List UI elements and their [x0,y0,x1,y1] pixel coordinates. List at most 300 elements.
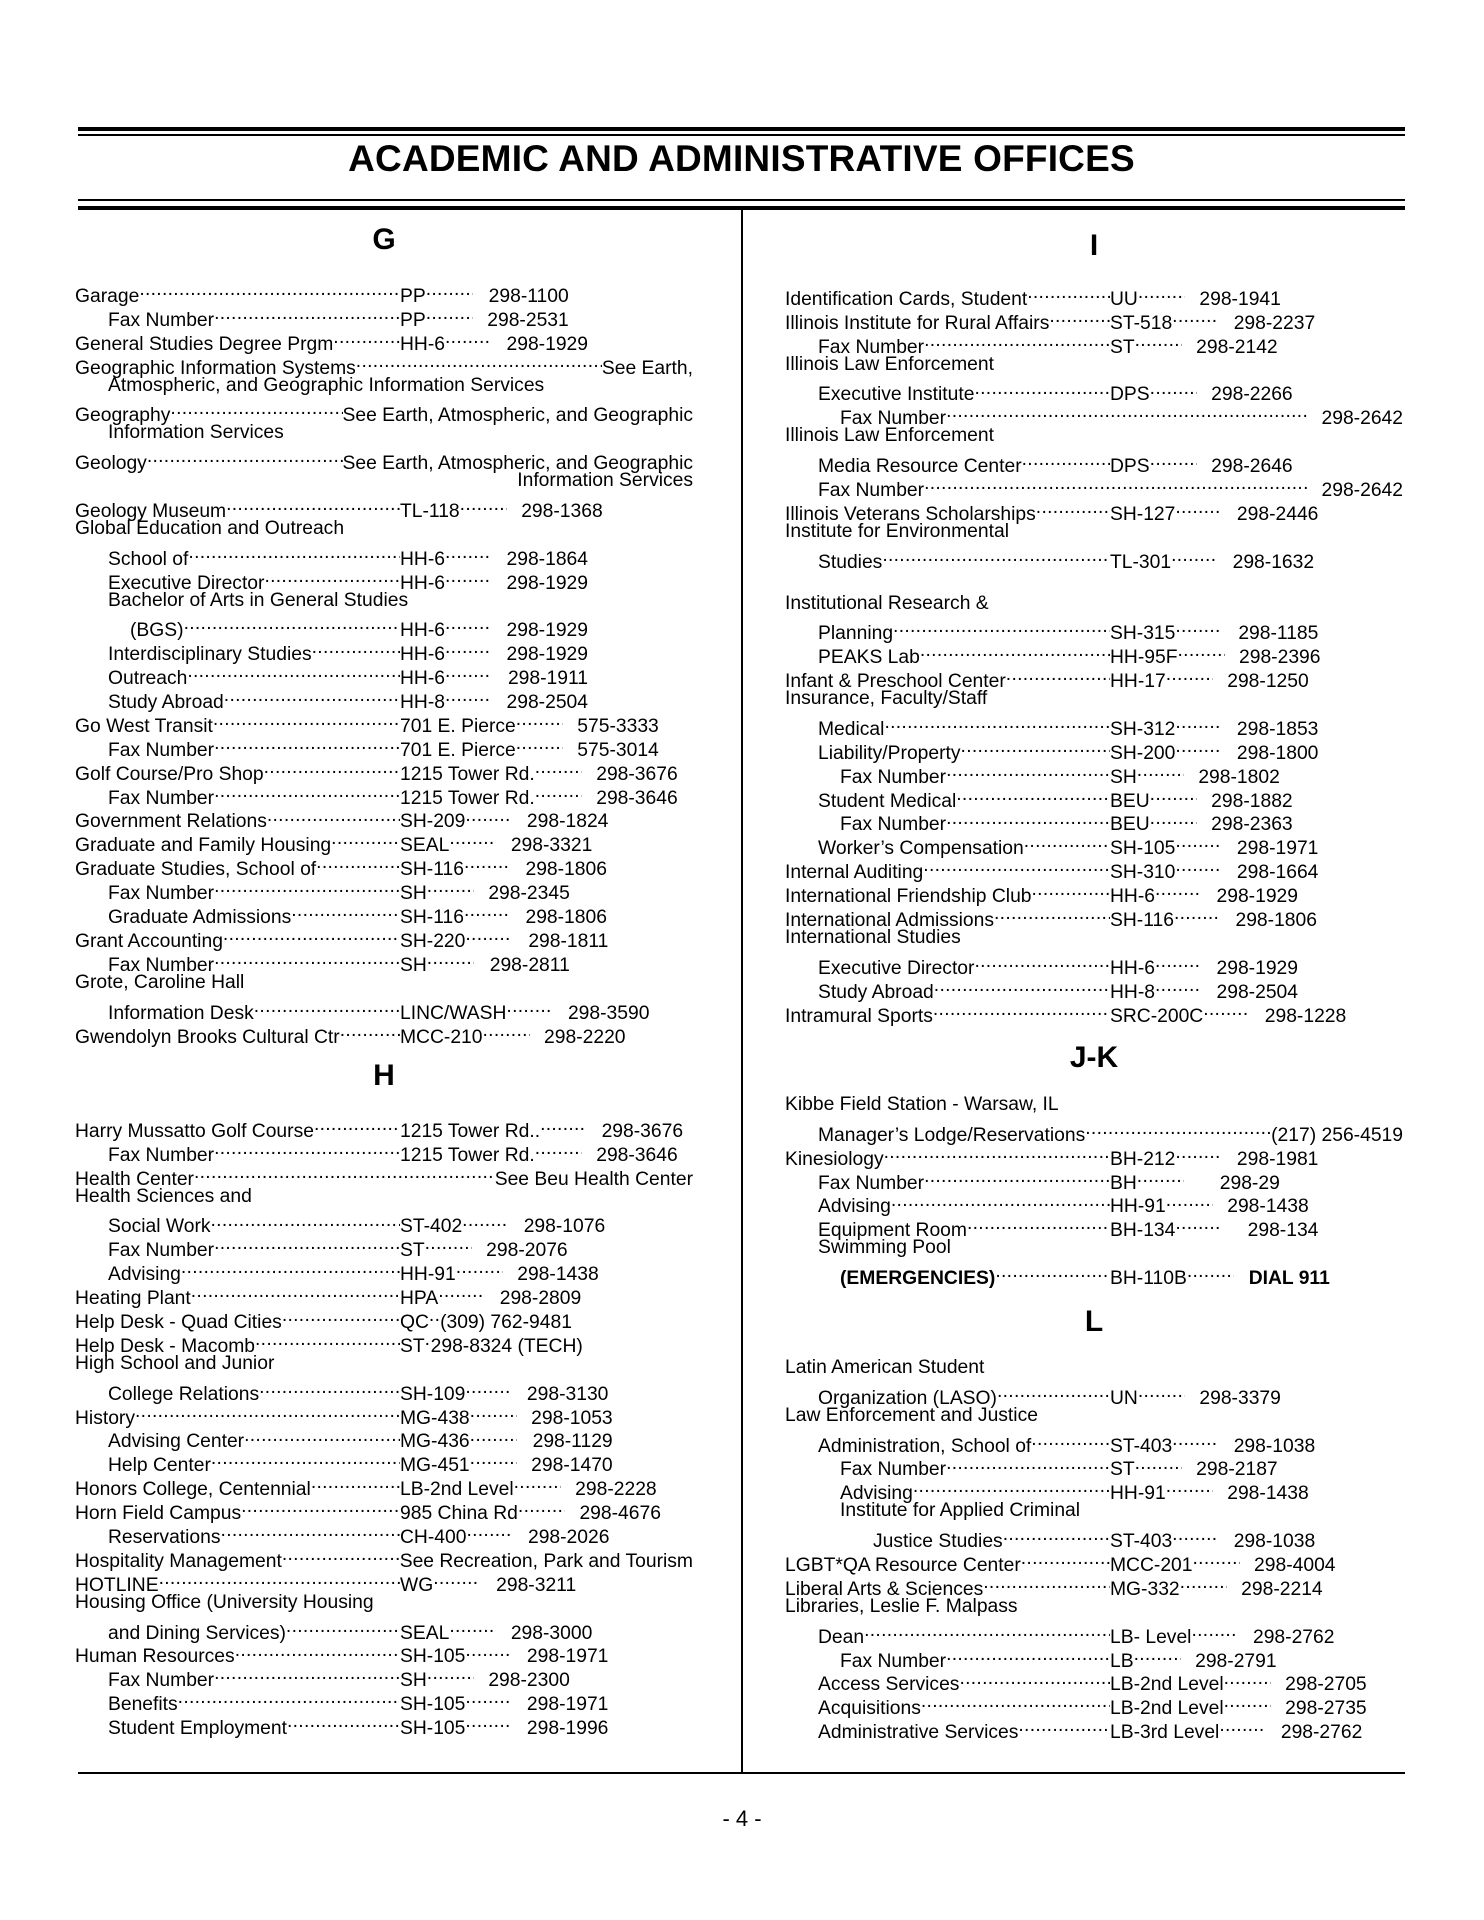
dot-leader [449,827,496,851]
entry-label: Administration, School of [818,1435,1032,1457]
dot-leader [445,326,492,350]
entry-location: SH-116 [1110,910,1174,932]
dot-leader [961,735,1110,759]
entry-phone: 298-1038 [1233,1435,1316,1457]
dot-leader [1036,496,1110,520]
entry-label: Study Abroad [818,981,934,1003]
dot-leader [465,923,512,947]
entry-phone: 298-1368 [521,500,603,522]
dot-leader [882,544,1110,568]
entry-location: ST-518 [1110,312,1173,334]
section-heading-l: L [1084,1305,1104,1338]
dot-leader [1175,735,1222,759]
entry-location: LB-3rd Level [1110,1722,1220,1744]
entry-phone: 298-3590 [567,1002,650,1024]
dot-leader [466,1519,513,1543]
entry-label: Administrative Services [818,1722,1019,1744]
dot-leader [194,1161,495,1185]
entry-label: Fax Number [108,1670,215,1692]
entry-label: Planning [818,623,894,645]
title-rule-thin [78,199,1405,201]
dot-leader [244,1424,400,1448]
dot-leader [1150,377,1197,401]
dot-leader [235,1639,400,1663]
entry-phone: 298-3211 [496,1574,577,1596]
dot-leader [1150,783,1197,807]
entry-label: Advising [840,1483,913,1505]
entry-location: SEAL [400,1622,450,1644]
directory-entry [75,278,693,307]
entry-phone: 298-2642 [1321,480,1403,502]
entry-label: Illinois Veterans Scholarships [785,503,1036,525]
dot-leader [1150,448,1197,472]
entry-phone: 298-3000 [510,1622,593,1644]
dot-leader [893,615,1110,639]
entry-phone: 298-1882 [1211,790,1293,812]
entry-label: International Admissions [785,910,994,932]
entry-heading: Bachelor of Arts in General Studies [108,589,409,611]
dot-leader [214,875,400,899]
dot-leader [1224,1690,1271,1714]
dot-leader [946,400,1307,424]
entry-location: SH-127 [1110,503,1176,525]
entry-label: Executive Director [818,957,975,979]
entry-label: LGBT*QA Resource Center [785,1555,1021,1577]
dot-leader [924,472,1307,496]
entry-heading: Institute for Environmental [785,520,1009,542]
dot-leader [956,783,1110,807]
section-heading-h: H [373,1059,395,1092]
section-g-entries [75,278,693,1048]
dot-leader [934,974,1110,998]
entry-label: Help Desk - Quad Cities [75,1312,282,1334]
entry-location: SH-105 [400,1718,466,1740]
dot-leader [465,804,512,828]
directory-entry [75,612,693,642]
dot-leader [1171,544,1218,568]
dot-leader [191,1280,400,1304]
entry-label: Fax Number [108,1240,215,1262]
dot-leader [356,350,602,374]
entry-location: 701 E. Pierce [400,739,516,761]
entry-phone: 298-2446 [1236,503,1319,525]
dot-leader [465,1376,512,1400]
entry-label: Reservations [108,1527,221,1549]
entry-label: Golf Course/Pro Shop [75,763,264,785]
entry-phone: 298-2214 [1241,1578,1323,1600]
entry-phone: 298-2811 [489,954,570,976]
dot-leader [1027,281,1110,305]
section-jk-entries [785,1093,1403,1290]
directory-entry [75,589,693,613]
entry-location: HH-8 [1110,981,1155,1003]
dot-leader [1134,1643,1181,1667]
dot-leader [291,899,400,923]
entry-heading: Libraries, Leslie F. Malpass [785,1595,1018,1617]
entry-phone: 298-3130 [526,1383,609,1405]
entry-location: HPA [400,1288,439,1310]
dot-leader [282,1543,400,1567]
dot-leader [445,612,492,636]
dot-leader [1175,1212,1222,1236]
entry-location: MCC-210 [400,1026,483,1048]
entry-heading: Information Services [517,470,693,492]
dot-leader [997,1380,1110,1404]
directory-entry [75,995,693,1024]
dot-leader [425,1232,472,1256]
entry-label: Fax Number [108,883,215,905]
entry-location: SH-209 [400,811,466,833]
directory-entry [75,493,693,522]
entry-phone: 298-1806 [1235,910,1317,932]
entry-location: LB-2nd Level [1110,1698,1224,1720]
entry-location: SRC-200C [1110,1005,1204,1027]
directory-entry [75,541,693,570]
dot-leader [921,1690,1110,1714]
section-heading-g: G [372,223,396,256]
entry-phone: 298-4676 [579,1503,661,1525]
dot-leader [214,947,400,971]
dot-leader [1166,1475,1213,1499]
entry-location: SH-105 [400,1694,466,1716]
section-l-entries [785,1356,1403,1744]
dot-leader [445,565,492,589]
dot-leader [214,1137,400,1161]
dot-leader [445,541,492,565]
dot-leader [959,1667,1110,1691]
dot-leader [535,1137,582,1161]
entry-location: LB- Level [1110,1626,1192,1648]
entry-phone: (217) 256-4519 [1271,1124,1403,1146]
entry-phone: 298-1971 [526,1646,609,1668]
entry-phone: 298-3676 [601,1120,684,1142]
entry-label: Manager’s Lodge/Reservations [818,1124,1086,1146]
dot-leader [264,756,400,780]
entry-label: Fax Number [840,1650,947,1672]
entry-label: Harry Mussatto Golf Course [75,1120,314,1142]
entry-phone: 298-2531 [487,309,569,331]
entry-location: 701 E. Pierce [400,715,516,737]
dot-leader [224,684,400,708]
dot-leader [1150,807,1197,831]
entry-label: Student Medical [818,790,957,812]
entry-label: College Relations [108,1383,260,1405]
entry-location: TL-118 [400,500,460,522]
dot-leader [159,1567,400,1591]
dot-leader [221,1519,400,1543]
dot-leader [1155,950,1202,974]
entry-label: Health Center [75,1168,194,1190]
entry-reference: See Beu Health Center [494,1168,693,1190]
entry-location: BH-212 [1110,1148,1176,1170]
dot-leader [1155,878,1202,902]
dot-leader [1175,854,1222,878]
entry-phone: 298-2762 [1280,1722,1363,1744]
entry-label: Executive Director [108,572,265,594]
entry-phone: 298-1929 [506,620,588,642]
entry-phone: 298-2646 [1211,456,1293,478]
dot-leader [516,732,563,756]
dot-leader [1175,1141,1222,1165]
dot-leader [427,875,474,899]
entry-phone: 298-1971 [1236,838,1319,860]
dot-leader [1031,1428,1110,1452]
dot-leader [241,1495,400,1519]
directory-entry [785,1380,1403,1409]
entry-label: Geography [75,405,171,427]
entry-location: BH-134 [1110,1220,1176,1242]
entry-location: SH-312 [1110,718,1176,740]
entry-location: BEU [1110,790,1150,812]
entry-phone: (309) 762-9481 [440,1312,572,1334]
entry-location: ST [400,1240,425,1262]
entry-heading: Institutional Research & [785,592,989,614]
dot-leader [483,1019,530,1043]
entry-location: MG-438 [400,1407,470,1429]
dot-leader [255,1328,400,1352]
entry-phone: 298-1438 [517,1264,599,1286]
entry-location: LB-2nd Level [1110,1674,1224,1696]
top-rule-thin [78,134,1405,136]
entry-heading: Grote, Caroline Hall [75,971,245,993]
entry-phone: 298-3646 [596,787,678,809]
entry-label: Fax Number [840,1459,947,1481]
dot-leader [1138,281,1185,305]
directory-entry [75,374,693,398]
dot-leader [535,756,582,780]
dot-leader [1021,1547,1110,1571]
dot-leader [178,1686,400,1710]
dot-leader [470,1424,517,1448]
dot-leader [1175,830,1222,854]
dot-leader [535,780,582,804]
dot-leader [994,902,1110,926]
entry-heading: Atmospheric, and Geographic Information Services [108,374,545,396]
entry-phone: 298-1053 [531,1407,613,1429]
dot-leader [1155,974,1202,998]
page-number: - 4 - [722,1806,762,1831]
directory-entry [75,1209,693,1238]
entry-location: ST-403 [1110,1435,1173,1457]
entry-location: SEAL [400,835,450,857]
dot-leader [259,1376,400,1400]
entry-phone: 298-1911 [507,668,588,690]
dot-leader [1166,1189,1213,1213]
dot-leader [518,1495,565,1519]
entry-label: Heating Plant [75,1288,191,1310]
directory-entry [75,1591,693,1615]
entry-phone: 298-1929 [1216,957,1298,979]
entry-label: Access Services [818,1674,960,1696]
entry-phone: 298-1076 [523,1216,606,1238]
dot-leader [891,1189,1110,1213]
dot-leader [429,1304,440,1328]
entry-label: Worker’s Compensation [818,838,1024,860]
entry-location: HH-6 [1110,957,1155,979]
entry-location: HH-6 [400,668,445,690]
entry-label: Geology [75,453,147,475]
entry-label: Horn Field Campus [75,1503,242,1525]
entry-phone: 298-2363 [1211,814,1293,836]
entry-location: HH-8 [400,692,445,714]
entry-label: Geology Museum [75,500,227,522]
entry-label: Hospitality Management [75,1550,282,1572]
directory-entry [785,615,1403,645]
directory-entry [75,1352,693,1376]
entry-label: Geographic Information Systems [75,357,356,379]
dot-leader [1032,878,1110,902]
entry-location: LB [1110,1650,1134,1672]
page-title: ACADEMIC AND ADMINISTRATIVE OFFICES [348,138,1135,179]
dot-leader [226,493,400,517]
dot-leader [1174,902,1221,926]
dot-leader [340,1019,400,1043]
entry-label: (BGS) [130,620,184,642]
entry-phone: 298-1811 [528,930,609,952]
dot-leader [946,1643,1110,1667]
entry-label: Organization (LASO) [818,1387,997,1409]
entry-phone: 298-2735 [1285,1698,1367,1720]
entry-location: MG-332 [1110,1578,1180,1600]
entry-location: ST-403 [1110,1531,1173,1553]
entry-location: LINC/WASH [400,1002,507,1024]
directory-entry [785,281,1403,310]
dot-leader [884,1141,1110,1165]
entry-location: BEU [1110,814,1150,836]
entry-heading: International Studies [785,927,961,949]
dot-leader [1175,615,1222,639]
dot-leader [445,684,492,708]
entry-phone: 298-1824 [526,811,609,833]
entry-phone: 298-1971 [526,1694,609,1716]
entry-location: HH-6 [400,548,445,570]
entry-location: ST [1110,1459,1135,1481]
entry-reference: See Earth, Atmospheric, and Geographic [342,405,693,427]
dot-leader [438,1280,485,1304]
dot-leader [456,1256,503,1280]
entry-label: Honors College, Centennial [75,1479,311,1501]
dot-leader [445,636,492,660]
entry-label: (EMERGENCIES) [840,1268,996,1290]
entry-location: MG-436 [400,1431,470,1453]
entry-location: HH-91 [400,1264,456,1286]
dot-leader [1178,639,1225,663]
entry-label: Outreach [108,668,188,690]
dot-leader [214,1232,400,1256]
entry-label: Fax Number [818,1172,925,1194]
dot-leader [1138,1380,1185,1404]
directory-entry [75,397,693,427]
entry-label: Interdisciplinary Studies [108,644,312,666]
dot-leader [1085,1117,1271,1141]
dot-leader [214,732,400,756]
entry-location: PP [400,309,426,331]
entry-phone: 298-1100 [488,285,569,307]
entry-phone: 298-29 [1219,1172,1280,1194]
entry-location: UU [1110,288,1138,310]
entry-phone: 298-2026 [527,1527,610,1549]
dot-leader [465,1686,512,1710]
dot-leader [470,1447,517,1471]
directory-entry [785,377,1403,406]
dot-leader [223,923,400,947]
entry-heading: Information Services [108,422,284,444]
directory-entry [785,1093,1403,1117]
entry-phone: 298-1929 [506,333,588,355]
dot-leader [464,899,511,923]
dot-leader [187,660,400,684]
entry-heading: Kibbe Field Station - Warsaw, IL [785,1094,1059,1115]
entry-phone: 298-3321 [510,835,593,857]
entry-phone: 298-1632 [1232,551,1315,573]
entry-phone: 298-1802 [1198,766,1280,788]
dot-leader [974,950,1110,974]
entry-phone: 298-1129 [532,1431,613,1453]
entry-phone: 298-2228 [575,1479,657,1501]
entry-label: Media Resource Center [818,456,1022,478]
directory-entry [75,1376,693,1405]
dot-leader [449,1615,496,1639]
directory-entry [785,448,1403,478]
entry-location: SH-109 [400,1383,466,1405]
bottom-rule [78,1772,1405,1774]
dot-leader [946,807,1110,831]
entry-phone: 298-1250 [1227,671,1309,693]
entry-phone: 298-1185 [1238,623,1319,645]
entry-phone: 298-2791 [1195,1650,1277,1672]
dot-leader [540,1113,587,1137]
dot-leader [214,302,400,326]
entry-heading: Global Education and Outreach [75,517,345,539]
directory-entry [75,445,693,475]
dot-leader [913,1475,1110,1499]
entry-location: HH-6 [400,572,445,594]
entry-location: DPS [1110,456,1150,478]
directory-entry [785,1428,1403,1457]
entry-phone: 298-2504 [506,692,588,714]
dot-leader [286,1615,400,1639]
dot-leader [995,1260,1110,1284]
directory-entry [785,1117,1403,1146]
entry-label: PEAKS Lab [818,647,920,669]
entry-reference: See Earth, Atmospheric, and Geographic [342,453,693,475]
entry-phone: 298-1996 [526,1718,609,1740]
entry-location: ST-402 [400,1216,463,1238]
dot-leader [1049,305,1110,329]
entry-heading: Institute for Applied Criminal [840,1500,1081,1522]
dot-leader [506,995,553,1019]
section-h-entries [75,1113,693,1740]
dot-leader [1006,663,1110,687]
dot-leader [462,1209,509,1233]
entry-location: ST [1110,336,1135,358]
entry-phone: 298-1438 [1227,1483,1309,1505]
entry-location: HH-6 [400,620,445,642]
entry-phone: 298-1438 [1227,1196,1309,1218]
entry-label: Student Employment [108,1718,287,1740]
entry-location: SH [400,954,427,976]
entry-label: Fax Number [108,309,215,331]
entry-label: Graduate and Family Housing [75,835,332,857]
dot-leader [287,1710,400,1734]
dot-leader [464,851,511,875]
entry-label: Go West Transit [75,715,213,737]
entry-location: 1215 Tower Rd.. [400,1120,541,1142]
section-i-entries [785,281,1403,1027]
dot-leader [135,1400,400,1424]
entry-label: Kinesiology [785,1148,884,1170]
entry-phone: 298-134 [1247,1220,1319,1242]
